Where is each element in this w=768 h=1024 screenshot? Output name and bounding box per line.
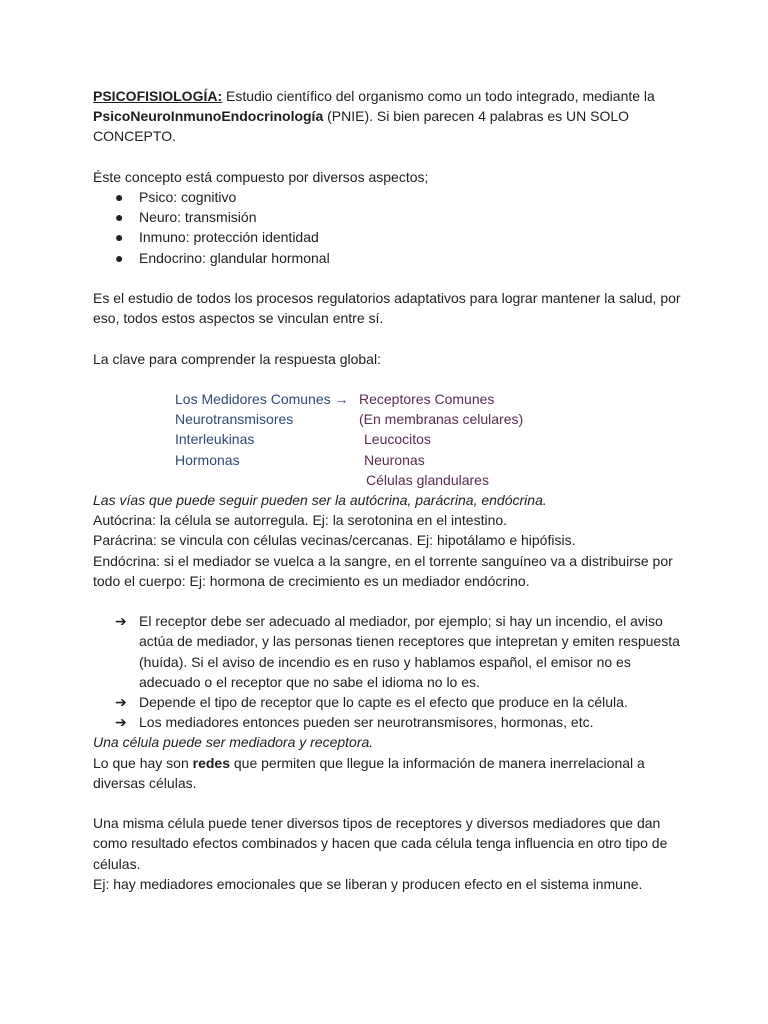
list-item — [93, 248, 693, 268]
receptor-cell: (En membranas celulares) — [359, 411, 524, 428]
arrow-icon: ➔ — [115, 694, 127, 710]
receptor-cell: Células glandulares — [366, 471, 489, 488]
study-paragraph: Es el estudio de todos los procesos regulatorios adaptativos para lograr mantener la salud, por eso, todos estos aspectos se vinculan entre sí. — [93, 290, 681, 327]
networks-term: redes — [192, 754, 230, 771]
document-title: PSICOFISIOLOGÍA: — [93, 88, 223, 104]
paracrina-paragraph: Parácrina: se vincula con células vecinas/cercanas. Ej: hipotálamo e hipófisis. — [93, 532, 576, 549]
intro-text-2: (PNIE). Si bien parecen 4 palabras es UN SOLO CONCEPTO. — [93, 108, 630, 145]
pnie-term: PsicoNeuroInmunoEndocrinología — [93, 108, 324, 125]
mediator-cell: Los Medidores Comunes → — [175, 390, 349, 407]
bullet-icon: ● — [115, 209, 124, 226]
list-item — [93, 692, 693, 712]
bullet-icon: ● — [115, 189, 124, 205]
receptor-cell: Neuronas — [364, 451, 425, 468]
table-row — [175, 389, 693, 409]
list-item — [93, 207, 693, 227]
list-item — [93, 187, 693, 207]
pathways-intro: Las vías que puede seguir pueden ser la autócrina, parácrina, endócrina. — [93, 491, 547, 508]
list-item-text: Neuro: transmisión — [139, 209, 257, 226]
list-item — [93, 611, 693, 692]
list-item — [93, 712, 693, 732]
bullet-icon: ● — [115, 249, 124, 266]
list-item-text: Depende el tipo de receptor que lo capte es el efecto que produce en la célula. — [139, 694, 628, 710]
endocrina-paragraph: Endócrina: si el mediador se vuelca a la sangre, en el torrente sanguíneo va a distribuirse por todo el cuerpo: Ej: hormona de crecimiento es un mediador endócrino. — [93, 552, 673, 589]
list-item-text: Psico: cognitivo — [139, 189, 237, 205]
list-item — [93, 227, 693, 247]
networks-text-post: que permiten que llegue la información de manera inerrelacional a diversas células. — [93, 754, 645, 791]
mediator-cell: Interleukinas — [175, 431, 255, 448]
key-paragraph: La clave para comprender la respuesta global: — [93, 350, 381, 367]
mediator-cell: Neurotransmisores — [175, 411, 294, 428]
receptor-cell: Leucocitos — [364, 431, 431, 448]
arrow-icon: ➔ — [115, 714, 127, 731]
aspects-lead: Éste concepto está compuesto por diversos aspectos; — [93, 168, 429, 185]
intro-text-1: Estudio científico del organismo como un todo integrado, mediante la — [222, 88, 655, 104]
list-item-text: El receptor debe ser adecuado al mediador, por ejemplo; si hay un incendio, el aviso actúa de mediador, y las personas tienen receptores que intepretan y emiten respuesta (huída). Si el aviso de incendio es en ruso y hablamos español, el emisor no es adecuado o el receptor que no sabe el idioma no lo es. — [139, 613, 680, 690]
networks-text-pre: Lo que hay son — [93, 754, 193, 771]
mediators-receptors-table — [175, 389, 693, 490]
mediator-cell: Hormonas — [175, 451, 240, 468]
document-page — [93, 86, 693, 894]
list-item-text: Los mediadores entonces pueden ser neurotransmisores, hormonas, etc. — [139, 714, 594, 731]
list-item-text: Inmuno: protección identidad — [139, 229, 319, 246]
combined-effects-paragraph: Una misma célula puede tener diversos tipos de receptores y diversos mediadores que dan como resultado efectos combinados y hacen que cada célula tenga influencia en otro tipo de células. — [93, 815, 668, 872]
cell-note: Una célula puede ser mediadora y receptora. — [93, 734, 374, 751]
table-row — [175, 429, 693, 449]
receptor-cell: Receptores Comunes — [359, 390, 495, 407]
receptors-list — [93, 611, 693, 732]
list-item-text: Endocrino: glandular hormonal — [139, 249, 330, 266]
table-row — [175, 470, 693, 490]
example-paragraph: Ej: hay mediadores emocionales que se liberan y producen efecto en el sistema inmune. — [93, 875, 643, 892]
table-row — [175, 409, 693, 429]
bullet-icon: ● — [115, 229, 124, 246]
autocrina-paragraph: Autócrina: la célula se autorregula. Ej: la serotonina en el intestino. — [93, 512, 508, 529]
aspects-list — [93, 187, 693, 268]
arrow-icon: ➔ — [115, 613, 127, 630]
table-row — [175, 450, 693, 470]
networks-paragraph — [93, 753, 693, 793]
intro-paragraph — [93, 86, 693, 147]
